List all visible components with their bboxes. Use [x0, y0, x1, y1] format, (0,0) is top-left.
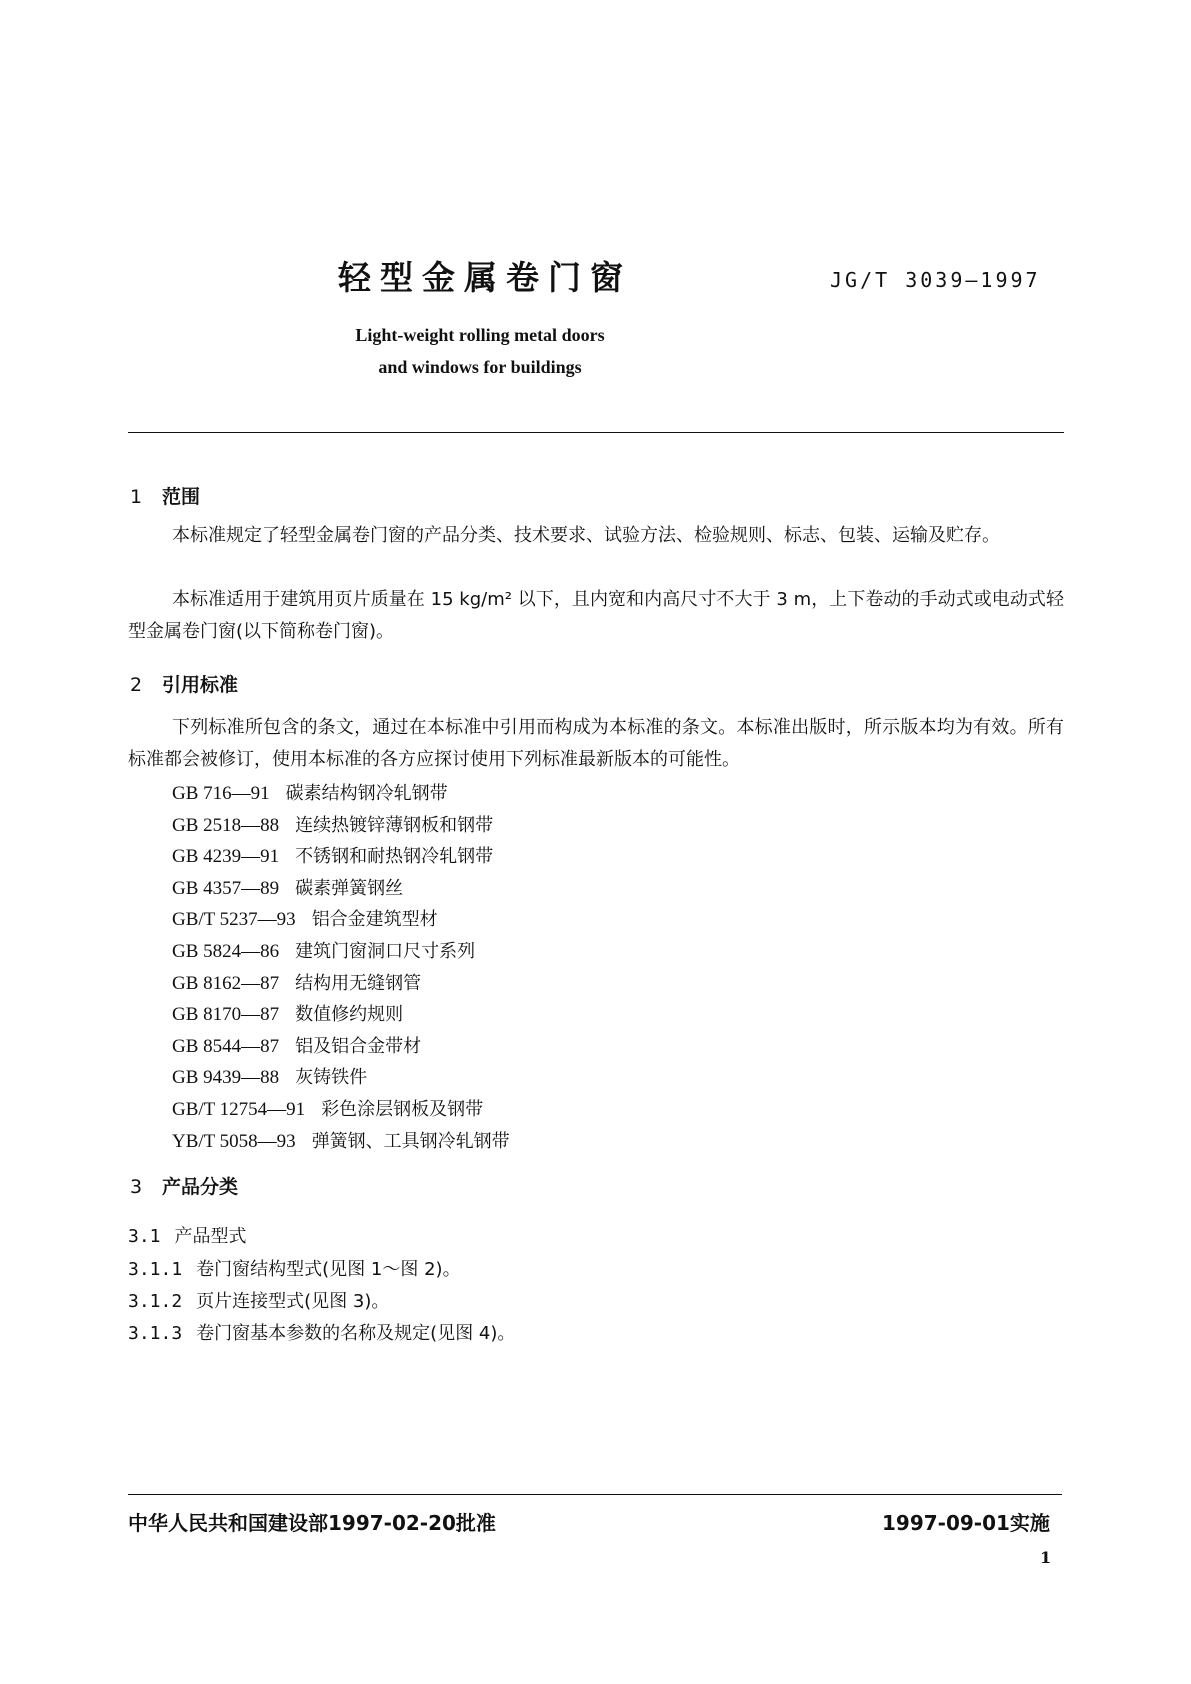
page-number: 1	[1040, 1548, 1052, 1567]
section-number: 3	[130, 1176, 143, 1198]
reference-code: GB 8170—87	[172, 1004, 280, 1026]
reference-item	[172, 811, 493, 837]
subsection-item	[128, 1222, 247, 1248]
reference-item	[172, 842, 493, 868]
reference-code: GB/T 5237—93	[172, 909, 296, 931]
subsection-number: 3.1.2	[128, 1291, 183, 1312]
subsection-text: 页片连接型式(见图 3)。	[196, 1291, 390, 1312]
reference-item	[172, 1032, 421, 1058]
english-title-line-2: and windows for buildings	[378, 357, 582, 377]
standard-code: JG/T 3039—1997	[830, 268, 1041, 292]
effective-date: 1997-09-01实施	[882, 1511, 1050, 1535]
reference-item	[172, 1063, 367, 1089]
reference-code: GB 5824—86	[172, 941, 280, 962]
reference-name: 结构用无缝钢管	[295, 972, 422, 994]
subsection-item	[128, 1255, 461, 1281]
reference-item	[172, 1095, 483, 1121]
reference-code: YB/T 5058—93	[172, 1130, 296, 1152]
reference-name: 不锈钢和耐热钢冷轧钢带	[295, 846, 494, 868]
reference-code: GB 716—91	[172, 783, 270, 804]
reference-item	[172, 905, 438, 931]
subsection-text: 卷门窗基本参数的名称及规定(见图 4)。	[196, 1323, 516, 1344]
reference-name: 弹簧钢、工具钢冷轧钢带	[311, 1130, 510, 1152]
section-1-paragraph-2: 本标准适用于建筑用页片质量在 15 kg/m² 以下，且内宽和内高尺寸不大于 3 m，上下卷动的手动式或电动式轻型金属卷门窗(以下简称卷门窗)。	[128, 589, 1064, 642]
reference-item	[172, 969, 421, 995]
header-divider	[128, 432, 1064, 433]
reference-name: 灰铸铁件	[295, 1067, 368, 1089]
reference-code: GB 9439—88	[172, 1067, 280, 1089]
reference-code: GB 4357—89	[172, 877, 280, 899]
reference-code: GB 8544—87	[172, 1035, 280, 1057]
reference-item	[172, 779, 448, 805]
section-1-heading	[130, 482, 200, 509]
reference-code: GB 2518—88	[172, 814, 280, 836]
subsection-number: 3.1.3	[128, 1323, 183, 1344]
footer-divider	[128, 1494, 1062, 1495]
reference-code: GB 4239—91	[172, 846, 280, 868]
section-number: 2	[130, 674, 143, 696]
section-number: 1	[130, 486, 143, 508]
subsection-item	[128, 1287, 389, 1313]
reference-name: 数值修约规则	[295, 1004, 404, 1026]
reference-code: GB 8162—87	[172, 972, 280, 994]
reference-name: 铝及铝合金带材	[295, 1035, 422, 1057]
section-title: 产品分类	[162, 1176, 239, 1198]
reference-name: 建筑门窗洞口尺寸系列	[295, 941, 476, 962]
subsection-item	[128, 1319, 515, 1345]
reference-item	[172, 1000, 403, 1026]
reference-name: 彩色涂层钢板及钢带	[321, 1099, 484, 1120]
document-title: 轻型金属卷门窗	[338, 258, 632, 297]
reference-name: 连续热镀锌薄钢板和钢带	[295, 814, 494, 836]
reference-name: 铝合金建筑型材	[311, 909, 438, 931]
reference-item	[172, 1127, 510, 1153]
section-2-heading	[130, 670, 238, 697]
section-3-heading	[130, 1172, 238, 1199]
reference-name: 碳素结构钢冷轧钢带	[285, 783, 448, 804]
reference-code: GB/T 12754—91	[172, 1099, 306, 1120]
english-title-line-1: Light-weight rolling metal doors	[355, 325, 605, 345]
section-1-paragraph-1: 本标准规定了轻型金属卷门窗的产品分类、技术要求、试验方法、检验规则、标志、包装、运输及贮存。	[172, 525, 1000, 546]
subsection-text: 产品型式	[174, 1226, 247, 1247]
section-2-paragraph-1: 下列标准所包含的条文，通过在本标准中引用而构成为本标准的条文。本标准出版时，所示版本均为有效。所有标准都会被修订，使用本标准的各方应探讨使用下列标准最新版本的可能性。	[128, 717, 1064, 770]
subsection-number: 3.1	[128, 1226, 161, 1247]
section-title: 引用标准	[162, 674, 239, 696]
reference-name: 碳素弹簧钢丝	[295, 877, 404, 899]
approval-line: 中华人民共和国建设部1997-02-20批准	[128, 1511, 496, 1535]
reference-item	[172, 937, 475, 963]
subsection-number: 3.1.1	[128, 1259, 183, 1280]
section-title: 范围	[162, 486, 201, 508]
subsection-text: 卷门窗结构型式(见图 1～图 2)。	[196, 1259, 461, 1280]
reference-item	[172, 874, 403, 900]
